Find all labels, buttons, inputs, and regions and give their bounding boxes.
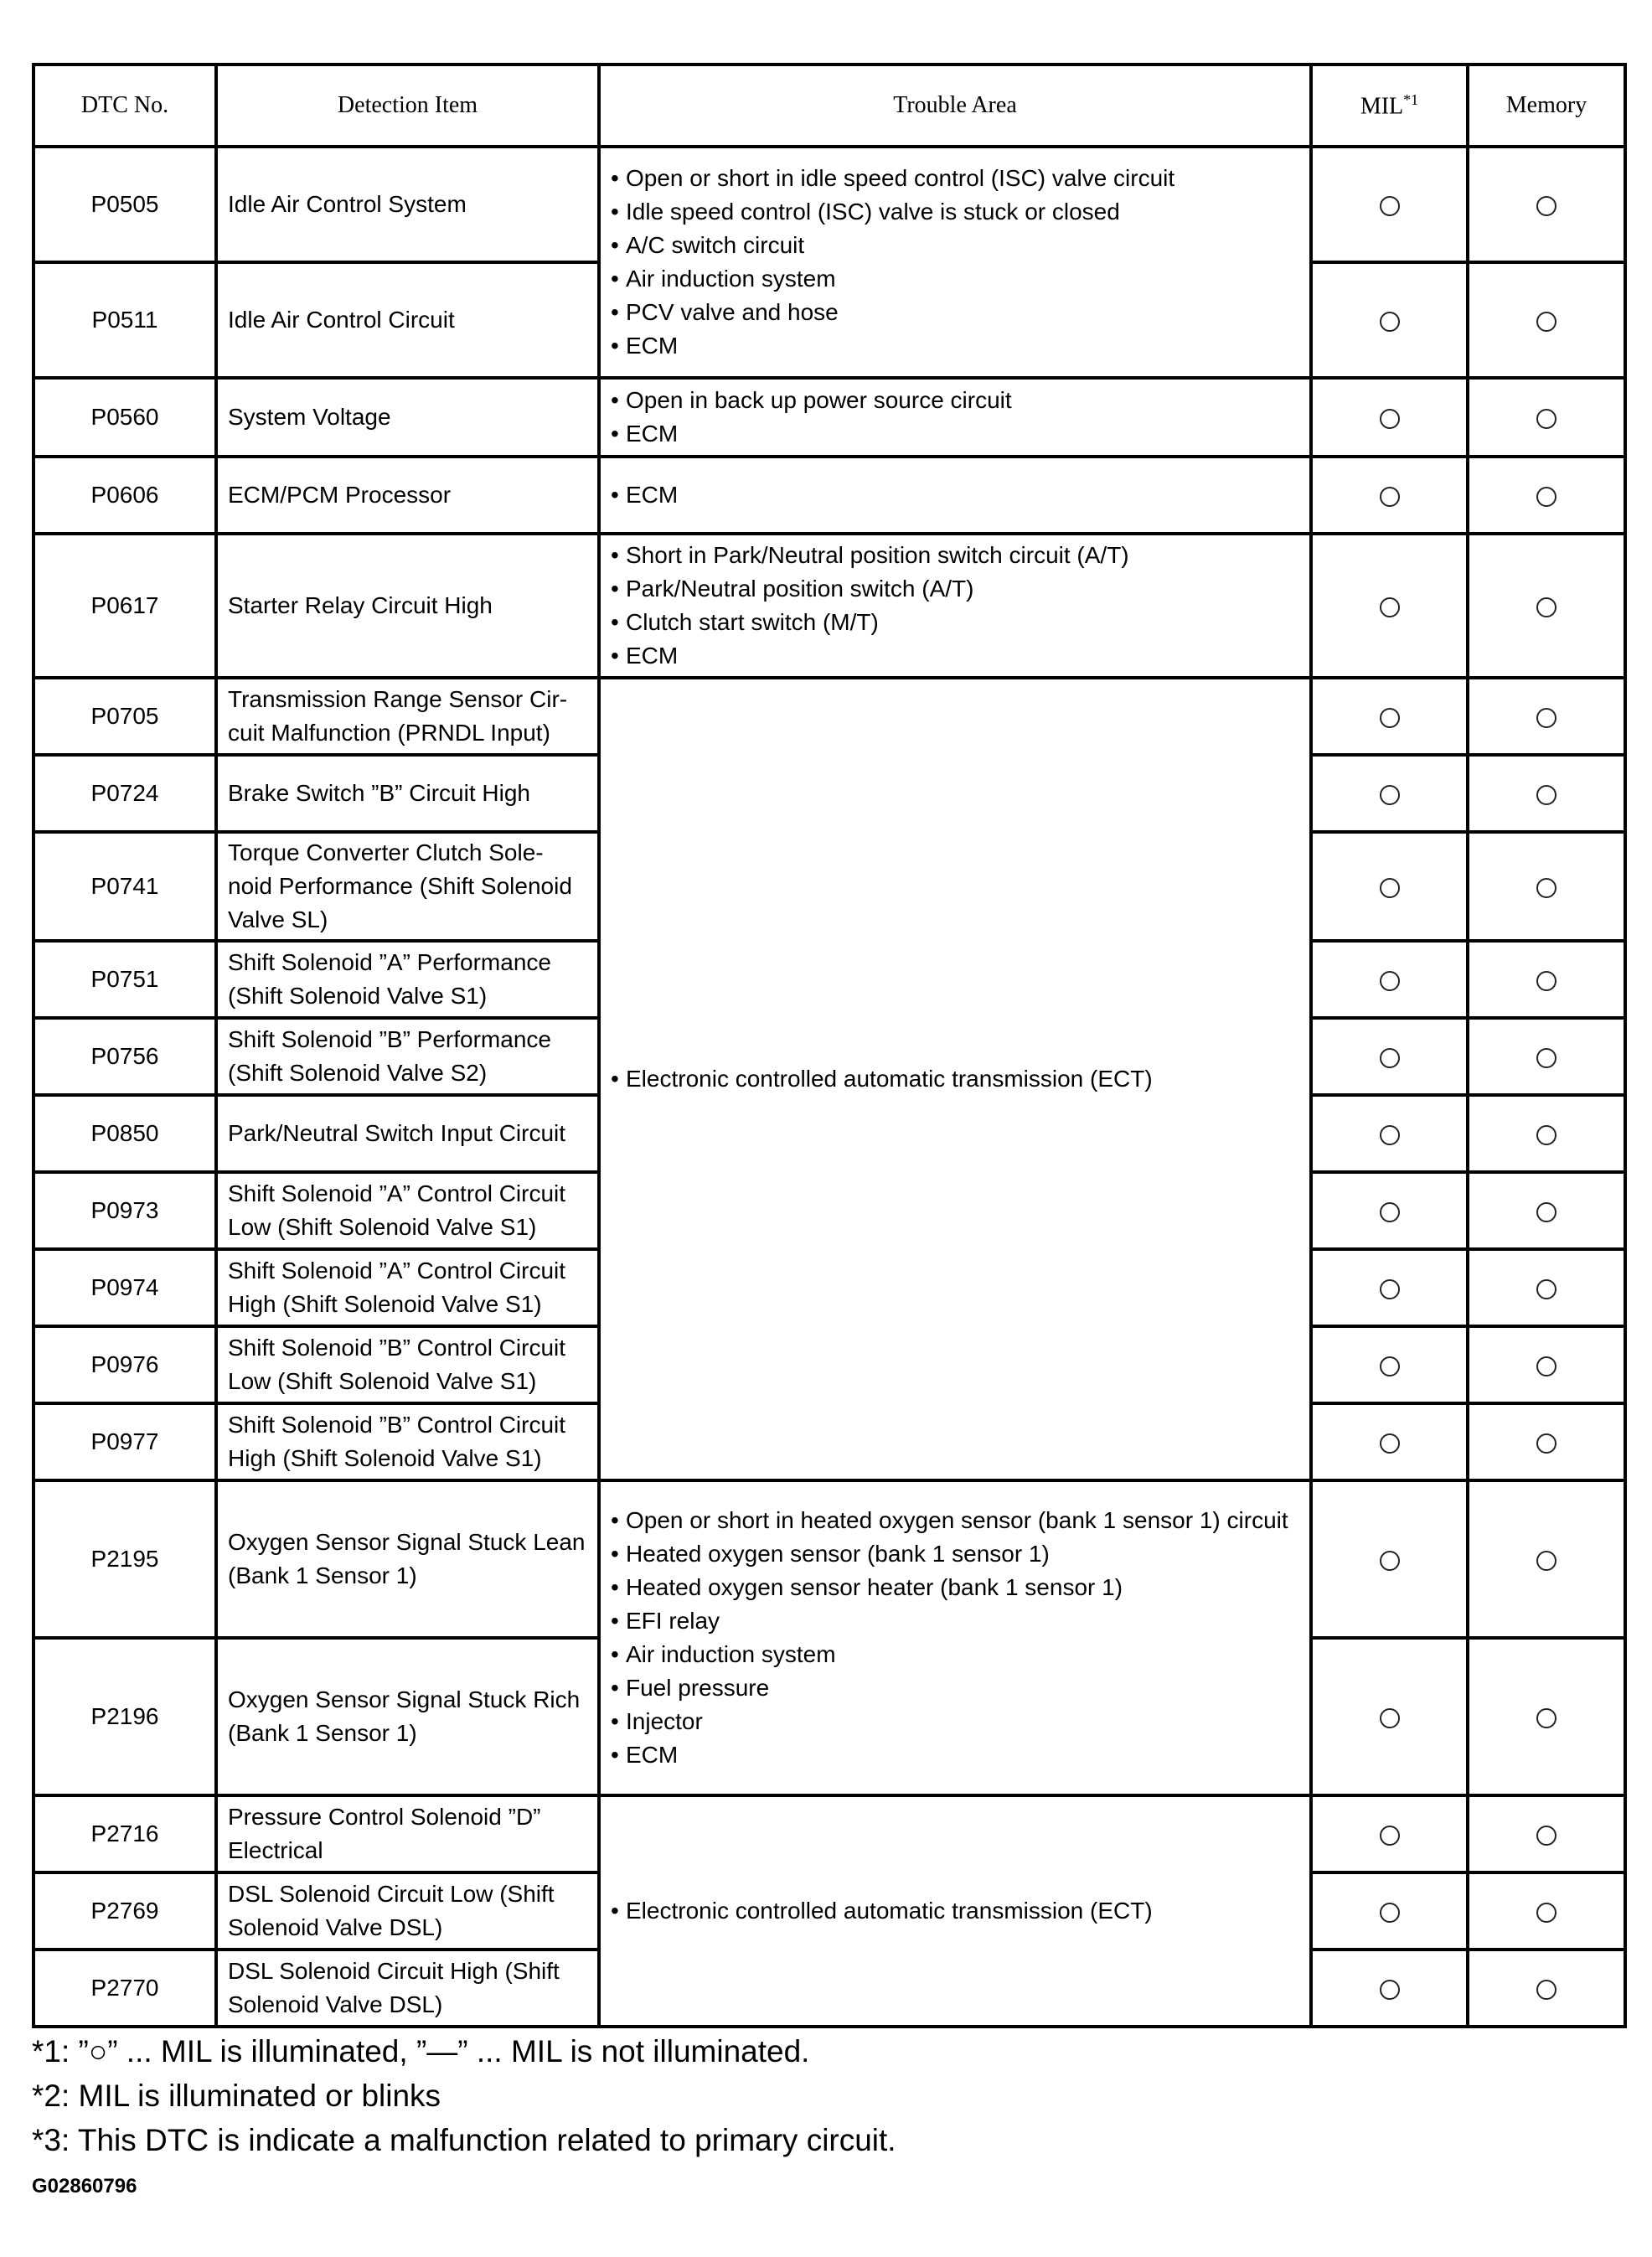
trouble-area-list [611,162,1299,363]
circle-mark-icon [1380,1826,1400,1846]
trouble-area-item: • Open or short in heated oxygen sensor (bank 1 sensor 1) circuit [611,1504,1299,1537]
detection-item: Transmission Range Sensor Cir-cuit Malfunction (PRNDL Input) [216,678,599,755]
footnote-2: *2: MIL is illuminated or blinks [32,2079,441,2113]
detection-item: Shift Solenoid ”B” Control Circuit High (Shift Solenoid Valve S1) [216,1403,599,1480]
memory-cell [1468,1249,1625,1326]
circle-mark-icon [1380,1903,1400,1923]
header-dtc: DTC No. [34,65,216,147]
detection-item: Idle Air Control System [216,147,599,262]
memory-cell [1468,1403,1625,1480]
dtc-code: P0505 [34,147,216,262]
circle-mark-icon [1380,1279,1400,1299]
mil-cell [1311,1480,1468,1638]
mil-cell [1311,262,1468,378]
mil-cell [1311,678,1468,755]
dtc-code: P0974 [34,1249,216,1326]
trouble-area-item: • Park/Neutral position switch (A/T) [611,572,1299,606]
memory-cell [1468,1638,1625,1795]
detection-item: Park/Neutral Switch Input Circuit [216,1095,599,1172]
detection-item: DSL Solenoid Circuit High (Shift Solenoid Valve DSL) [216,1950,599,2027]
detection-item: Oxygen Sensor Signal Stuck Lean (Bank 1 Sensor 1) [216,1480,599,1638]
trouble-area-item: • Air induction system [611,262,1299,296]
trouble-area-item: • ECM [611,1738,1299,1772]
memory-cell [1468,678,1625,755]
dtc-code: P2195 [34,1480,216,1638]
header-trouble-area: Trouble Area [599,65,1311,147]
footnote-3: *3: This DTC is indicate a malfunction related to primary circuit. [32,2123,896,2157]
trouble-area-item: • Fuel pressure [611,1671,1299,1705]
memory-cell [1468,755,1625,832]
table-row [34,678,1625,755]
trouble-area-item: • Electronic controlled automatic transmission (ECT) [611,1062,1299,1096]
circle-mark-icon [1380,1708,1400,1728]
circle-mark-icon [1380,312,1400,332]
detection-item: Shift Solenoid ”A” Control Circuit High (Shift Solenoid Valve S1) [216,1249,599,1326]
mil-cell [1311,147,1468,262]
mil-cell [1311,941,1468,1018]
trouble-area-item: • A/C switch circuit [611,229,1299,262]
circle-mark-icon [1536,1433,1556,1454]
memory-cell [1468,378,1625,457]
trouble-area [599,678,1311,1480]
mil-cell [1311,832,1468,941]
dtc-code: P0976 [34,1326,216,1403]
circle-mark-icon [1536,312,1556,332]
mil-cell [1311,1095,1468,1172]
table-row [34,534,1625,678]
dtc-code: P0756 [34,1018,216,1095]
trouble-area-item: • ECM [611,639,1299,673]
memory-cell [1468,1172,1625,1249]
circle-mark-icon [1380,1356,1400,1376]
dtc-code: P2716 [34,1795,216,1872]
memory-cell [1468,832,1625,941]
detection-item: Shift Solenoid ”A” Performance (Shift Solenoid Valve S1) [216,941,599,1018]
circle-mark-icon [1380,1551,1400,1571]
dtc-code: P2770 [34,1950,216,2027]
trouble-area [599,1795,1311,2027]
circle-mark-icon [1380,708,1400,728]
trouble-area-item: • Air induction system [611,1638,1299,1671]
trouble-area-item: • Heated oxygen sensor (bank 1 sensor 1) [611,1537,1299,1571]
mil-cell [1311,1249,1468,1326]
memory-cell [1468,1326,1625,1403]
detection-item: Shift Solenoid ”B” Performance (Shift Solenoid Valve S2) [216,1018,599,1095]
dtc-code: P0741 [34,832,216,941]
detection-item: Idle Air Control Circuit [216,262,599,378]
memory-cell [1468,1950,1625,2027]
trouble-area [599,147,1311,378]
circle-mark-icon [1536,1551,1556,1571]
detection-item: DSL Solenoid Circuit Low (Shift Solenoid Valve DSL) [216,1872,599,1950]
circle-mark-icon [1536,1279,1556,1299]
detection-item: Shift Solenoid ”B” Control Circuit Low (Shift Solenoid Valve S1) [216,1326,599,1403]
circle-mark-icon [1536,708,1556,728]
circle-mark-icon [1380,785,1400,805]
mil-cell [1311,1950,1468,2027]
trouble-area [599,534,1311,678]
circle-mark-icon [1536,878,1556,898]
mil-cell [1311,755,1468,832]
dtc-code: P0977 [34,1403,216,1480]
circle-mark-icon [1536,1202,1556,1222]
trouble-area-item: • ECM [611,478,1299,512]
mil-cell [1311,1172,1468,1249]
memory-cell [1468,1018,1625,1095]
detection-item: Shift Solenoid ”A” Control Circuit Low (Shift Solenoid Valve S1) [216,1172,599,1249]
circle-mark-icon [1380,971,1400,991]
trouble-area [599,1480,1311,1795]
trouble-area-item: • Clutch start switch (M/T) [611,606,1299,639]
circle-mark-icon [1536,1826,1556,1846]
header-mil-label: MIL [1360,93,1404,120]
memory-cell [1468,941,1625,1018]
memory-cell [1468,147,1625,262]
dtc-table [32,63,1627,2028]
trouble-area [599,378,1311,457]
trouble-area-list [611,478,1299,512]
mil-cell [1311,1018,1468,1095]
trouble-area-item: • EFI relay [611,1604,1299,1638]
memory-cell [1468,262,1625,378]
dtc-code: P0511 [34,262,216,378]
circle-mark-icon [1536,597,1556,617]
trouble-area-item: • Short in Park/Neutral position switch circuit (A/T) [611,539,1299,572]
circle-mark-icon [1536,409,1556,429]
circle-mark-icon [1380,196,1400,216]
header-memory: Memory [1468,65,1625,147]
dtc-code: P0973 [34,1172,216,1249]
mil-cell [1311,1872,1468,1950]
trouble-area-item: • Injector [611,1705,1299,1738]
trouble-area-list [611,1894,1299,1928]
mil-cell [1311,378,1468,457]
circle-mark-icon [1380,1202,1400,1222]
dtc-code: P0617 [34,534,216,678]
memory-cell [1468,457,1625,534]
mil-cell [1311,1795,1468,1872]
dtc-code: P0724 [34,755,216,832]
memory-cell [1468,1480,1625,1638]
trouble-area-item: • PCV valve and hose [611,296,1299,329]
footnote-1: *1: ”○” ... MIL is illuminated, ”—” ... MIL is not illuminated. [32,2034,810,2068]
circle-mark-icon [1536,971,1556,991]
memory-cell [1468,1872,1625,1950]
footnotes [32,2029,896,2162]
dtc-code: P2196 [34,1638,216,1795]
dtc-code: P0705 [34,678,216,755]
circle-mark-icon [1380,597,1400,617]
table-row [34,1795,1625,1872]
circle-mark-icon [1380,878,1400,898]
circle-mark-icon [1536,196,1556,216]
trouble-area-item: • Electronic controlled automatic transmission (ECT) [611,1894,1299,1928]
detection-item: System Voltage [216,378,599,457]
dtc-code: P0751 [34,941,216,1018]
trouble-area-item: • ECM [611,417,1299,451]
circle-mark-icon [1536,785,1556,805]
memory-cell [1468,1795,1625,1872]
table-row [34,378,1625,457]
circle-mark-icon [1380,1433,1400,1454]
mil-cell [1311,1403,1468,1480]
detection-item: Torque Converter Clutch Sole-noid Performance (Shift Solenoid Valve SL) [216,832,599,941]
trouble-area-list [611,384,1299,451]
trouble-area-item: • ECM [611,329,1299,363]
circle-mark-icon [1380,409,1400,429]
header-detection-item: Detection Item [216,65,599,147]
circle-mark-icon [1380,1048,1400,1068]
circle-mark-icon [1536,1356,1556,1376]
table-row [34,1480,1625,1638]
header-row [34,65,1625,147]
dtc-code: P0606 [34,457,216,534]
dtc-code: P0560 [34,378,216,457]
dtc-code: P2769 [34,1872,216,1950]
trouble-area-list [611,1062,1299,1096]
mil-cell [1311,1326,1468,1403]
circle-mark-icon [1380,1125,1400,1145]
memory-cell [1468,1095,1625,1172]
circle-mark-icon [1536,1125,1556,1145]
circle-mark-icon [1536,487,1556,507]
dtc-code: P0850 [34,1095,216,1172]
detection-item: Starter Relay Circuit High [216,534,599,678]
circle-mark-icon [1536,1903,1556,1923]
trouble-area-item: • Heated oxygen sensor heater (bank 1 sensor 1) [611,1571,1299,1604]
mil-cell [1311,1638,1468,1795]
table-row [34,147,1625,262]
header-mil-footnote: *1 [1403,90,1419,108]
mil-cell [1311,457,1468,534]
detection-item: Pressure Control Solenoid ”D” Electrical [216,1795,599,1872]
figure-id: G02860796 [32,2175,137,2198]
trouble-area-item: • Open in back up power source circuit [611,384,1299,417]
circle-mark-icon [1536,1048,1556,1068]
memory-cell [1468,534,1625,678]
mil-cell [1311,534,1468,678]
trouble-area-list [611,1504,1299,1772]
detection-item: Brake Switch ”B” Circuit High [216,755,599,832]
detection-item: Oxygen Sensor Signal Stuck Rich (Bank 1 Sensor 1) [216,1638,599,1795]
trouble-area-item: • Idle speed control (ISC) valve is stuck or closed [611,195,1299,229]
circle-mark-icon [1380,487,1400,507]
detection-item: ECM/PCM Processor [216,457,599,534]
header-mil [1311,65,1468,147]
table-row [34,457,1625,534]
trouble-area-list [611,539,1299,673]
circle-mark-icon [1536,1980,1556,2000]
trouble-area-item: • Open or short in idle speed control (ISC) valve circuit [611,162,1299,195]
circle-mark-icon [1536,1708,1556,1728]
trouble-area [599,457,1311,534]
circle-mark-icon [1380,1980,1400,2000]
